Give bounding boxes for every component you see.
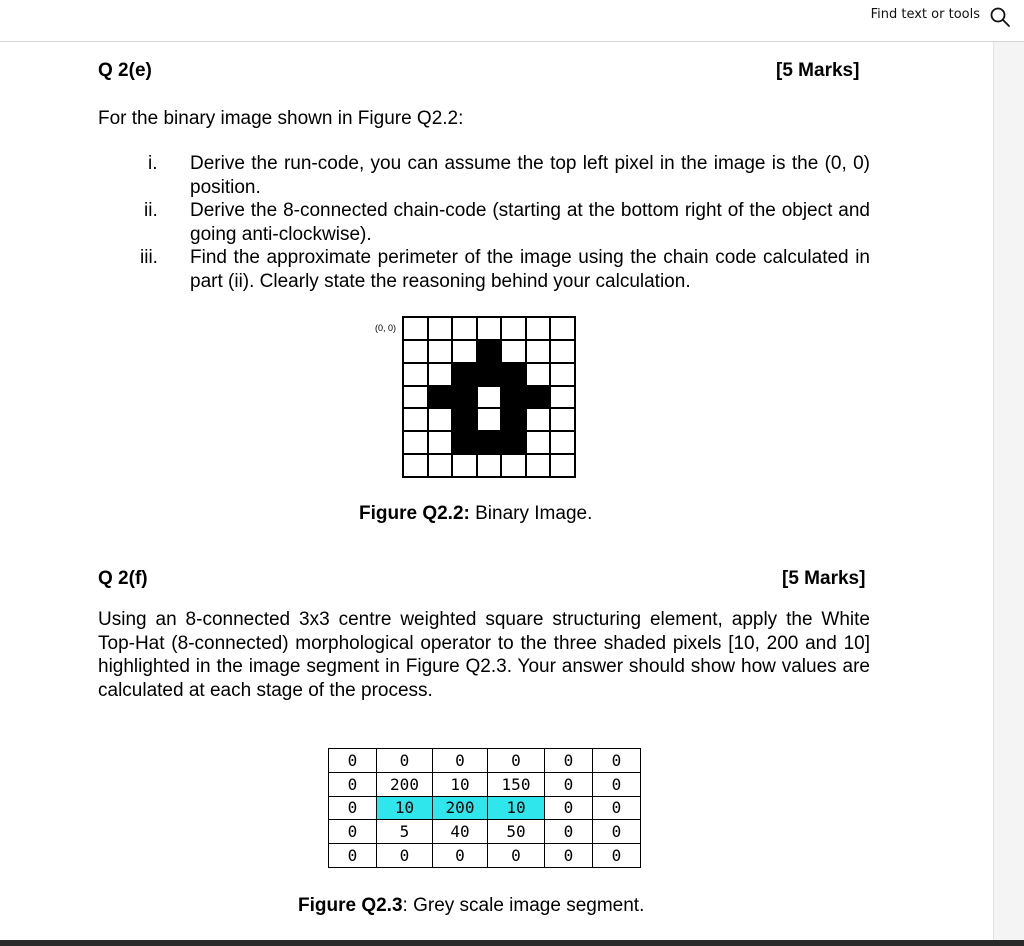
table-cell: 200 <box>433 796 488 820</box>
binary-pixel <box>429 341 452 362</box>
list-item <box>140 152 880 199</box>
binary-pixel <box>404 432 427 453</box>
viewer-toolbar <box>0 0 1024 42</box>
binary-pixel <box>551 432 574 453</box>
caption-label: Figure Q2.3 <box>298 895 403 916</box>
binary-pixel <box>453 387 476 408</box>
table-cell: 0 <box>593 749 641 773</box>
binary-pixel <box>551 409 574 430</box>
table-cell: 0 <box>593 820 641 844</box>
table-cell: 150 <box>488 772 545 796</box>
search-icon[interactable] <box>989 6 1011 28</box>
table-cell: 0 <box>545 844 593 868</box>
table-cell: 0 <box>488 749 545 773</box>
binary-pixel <box>502 455 525 476</box>
binary-pixel <box>527 341 550 362</box>
binary-pixel <box>404 318 427 339</box>
binary-pixel <box>502 432 525 453</box>
table-cell: 0 <box>545 772 593 796</box>
question-2f-text: Using an 8-connected 3x3 centre weighted square structuring element, apply the White Top-Hat (8-connected) morphological operator to the three shaded pixels [10, 200 and 10] highlighted in the image segment in Figure Q2.3. Your answer should show how values are calculated at each stage of the process. <box>98 609 870 701</box>
binary-pixel <box>453 409 476 430</box>
binary-pixel <box>453 432 476 453</box>
table-cell: 0 <box>593 796 641 820</box>
table-row <box>329 796 641 820</box>
question-2f-marks: [5 Marks] <box>782 568 866 589</box>
binary-pixel <box>429 455 452 476</box>
list-item <box>140 199 880 246</box>
binary-pixel <box>551 318 574 339</box>
binary-pixel <box>404 387 427 408</box>
binary-pixel <box>502 387 525 408</box>
binary-pixel <box>551 364 574 385</box>
binary-pixel <box>527 455 550 476</box>
question-2e-marks: [5 Marks] <box>776 60 860 81</box>
binary-pixel <box>502 318 525 339</box>
binary-pixel <box>527 432 550 453</box>
binary-pixel <box>453 364 476 385</box>
caption-text: Binary Image. <box>469 503 593 524</box>
table-cell: 0 <box>377 749 433 773</box>
binary-pixel <box>429 364 452 385</box>
table-cell: 0 <box>433 844 488 868</box>
table-row <box>329 820 641 844</box>
binary-pixel <box>478 409 501 430</box>
binary-pixel <box>478 432 501 453</box>
table-cell: 0 <box>545 749 593 773</box>
figure-q2-2-caption <box>359 503 592 525</box>
binary-pixel <box>404 409 427 430</box>
binary-pixel <box>527 364 550 385</box>
table-cell: 0 <box>329 796 377 820</box>
figure-q2-3-caption <box>298 895 644 917</box>
binary-pixel <box>478 318 501 339</box>
binary-pixel <box>478 364 501 385</box>
table-cell: 200 <box>377 772 433 796</box>
binary-pixel <box>404 364 427 385</box>
binary-pixel <box>453 318 476 339</box>
table-row <box>329 749 641 773</box>
origin-label: (0, 0) <box>375 323 397 333</box>
document-page <box>0 42 993 940</box>
list-item-number: i. <box>148 153 158 174</box>
binary-pixel <box>551 387 574 408</box>
table-cell: 0 <box>545 796 593 820</box>
binary-pixel <box>527 409 550 430</box>
question-2e-list <box>140 152 880 293</box>
table-cell: 0 <box>545 820 593 844</box>
table-cell: 0 <box>329 772 377 796</box>
list-item-text: Derive the 8-connected chain-code (starting at the bottom right of the object and going anti-clockwise). <box>190 200 870 245</box>
table-row <box>329 772 641 796</box>
binary-pixel <box>502 364 525 385</box>
binary-pixel <box>551 341 574 362</box>
caption-label: Figure Q2.2: <box>359 503 470 524</box>
table-row <box>329 844 641 868</box>
table-cell: 50 <box>488 820 545 844</box>
binary-image-figure <box>402 316 576 478</box>
table-cell: 0 <box>488 844 545 868</box>
table-cell: 0 <box>433 749 488 773</box>
binary-pixel <box>404 341 427 362</box>
list-item <box>140 246 880 293</box>
binary-pixel <box>551 455 574 476</box>
binary-pixel <box>429 409 452 430</box>
binary-pixel <box>429 318 452 339</box>
binary-pixel <box>478 455 501 476</box>
binary-pixel <box>478 387 501 408</box>
table-cell: 0 <box>377 844 433 868</box>
find-text-or-tools-label[interactable]: Find text or tools <box>870 7 980 22</box>
table-cell: 0 <box>593 844 641 868</box>
binary-pixel <box>429 387 452 408</box>
list-item-text: Derive the run-code, you can assume the top left pixel in the image is the (0, 0) position. <box>190 153 870 198</box>
table-cell: 40 <box>433 820 488 844</box>
scrollbar-track[interactable] <box>993 42 1024 940</box>
binary-pixel <box>527 318 550 339</box>
binary-pixel <box>404 455 427 476</box>
table-cell: 0 <box>329 749 377 773</box>
table-cell: 0 <box>329 844 377 868</box>
binary-pixel <box>453 455 476 476</box>
binary-pixel <box>502 409 525 430</box>
list-item-text: Find the approximate perimeter of the image using the chain code calculated in part (ii). Clearly state the reasoning behind your calculation. <box>190 247 870 292</box>
table-cell: 0 <box>593 772 641 796</box>
table-cell: 10 <box>433 772 488 796</box>
caption-text: : Grey scale image segment. <box>402 895 645 916</box>
binary-pixel <box>478 341 501 362</box>
grey-scale-segment-table <box>328 748 641 868</box>
bottom-border <box>0 940 1024 946</box>
list-item-number: ii. <box>144 200 158 221</box>
binary-pixel <box>502 341 525 362</box>
table-cell: 10 <box>377 796 433 820</box>
list-item-number: iii. <box>140 247 158 268</box>
question-2f-heading: Q 2(f) <box>98 568 148 589</box>
table-cell: 0 <box>329 820 377 844</box>
question-2e-intro: For the binary image shown in Figure Q2.2: <box>98 108 464 129</box>
binary-pixel <box>429 432 452 453</box>
question-2e-heading: Q 2(e) <box>98 60 152 81</box>
binary-pixel <box>453 341 476 362</box>
table-cell: 10 <box>488 796 545 820</box>
table-cell: 5 <box>377 820 433 844</box>
binary-pixel <box>527 387 550 408</box>
